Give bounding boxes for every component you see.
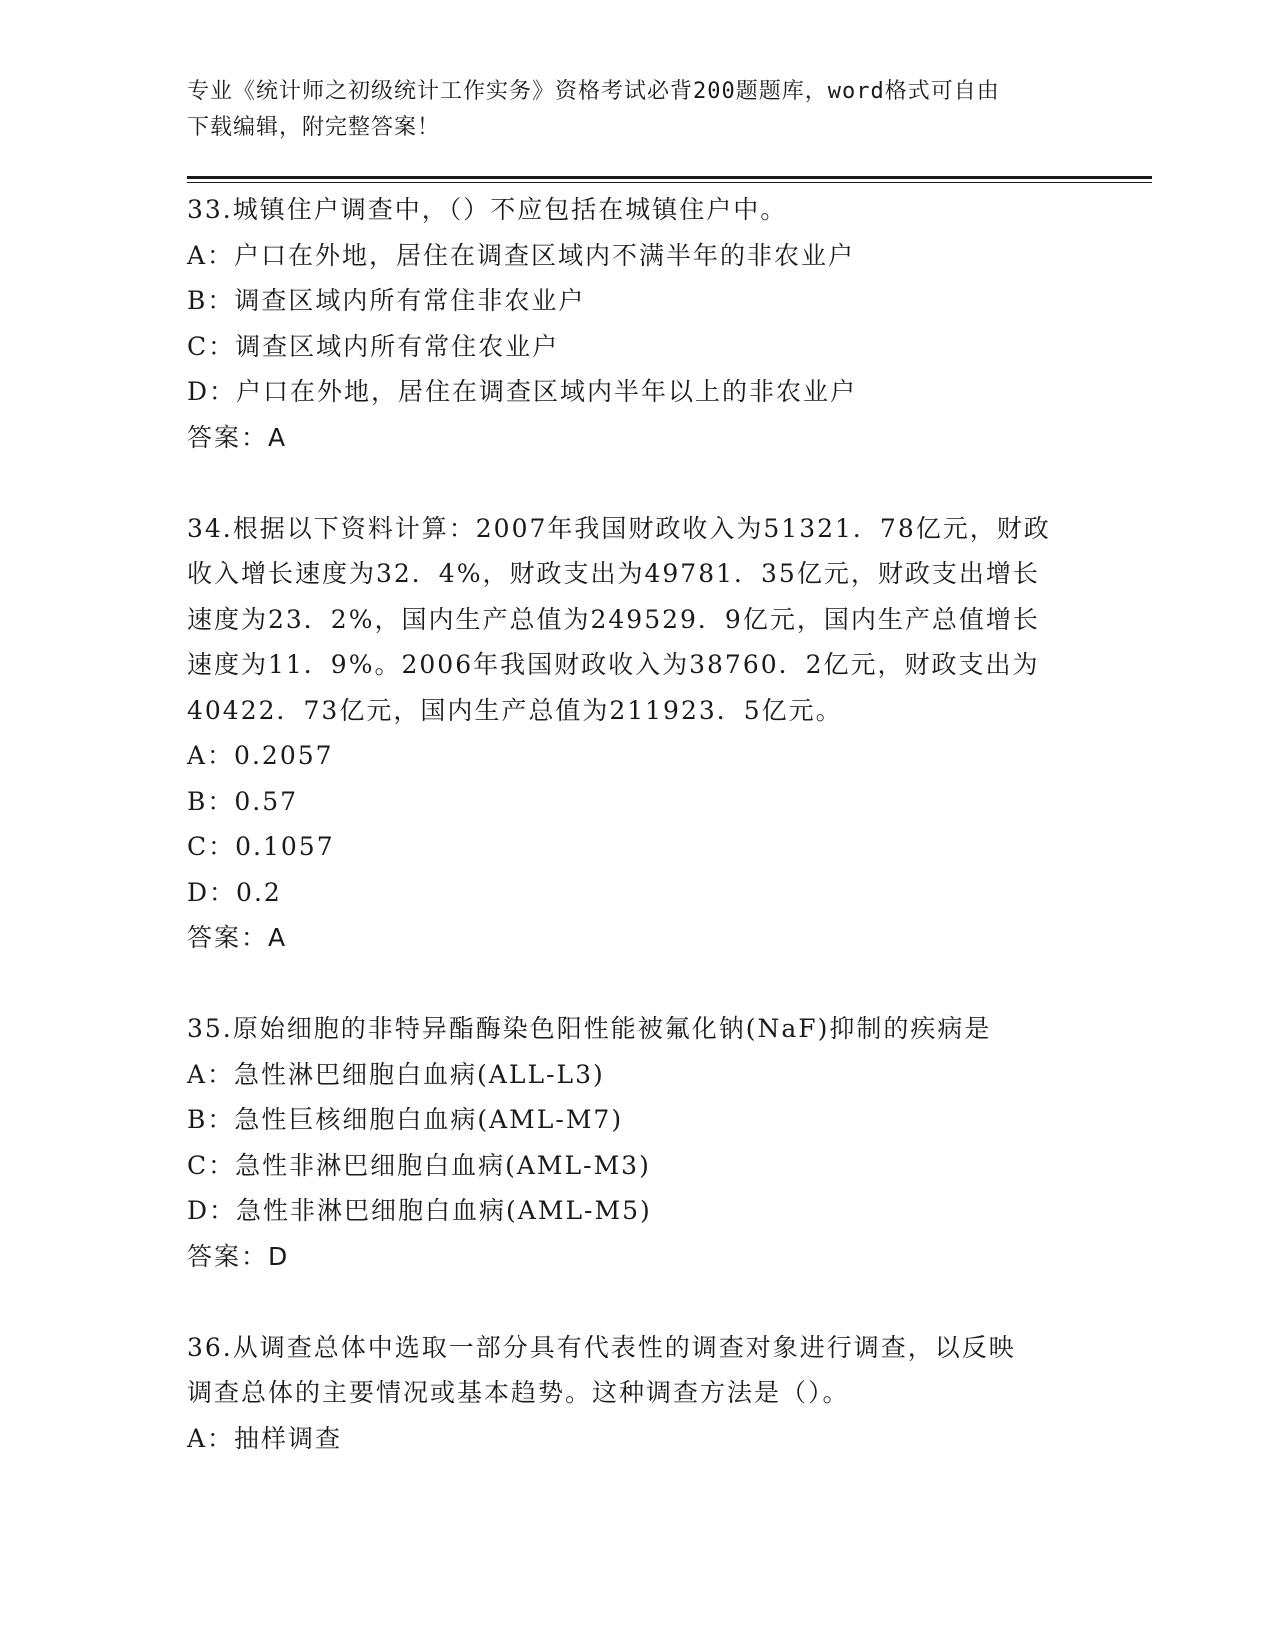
option-d: D：户口在外地，居住在调查区域内半年以上的非农业户	[187, 377, 858, 406]
question-text: 35.原始细胞的非特异酯酶染色阳性能被氟化钠(NaF)抑制的疾病是	[187, 1014, 992, 1043]
question-text: 收入增长速度为32．4%，财政支出为49781．35亿元，财政支出增长	[187, 559, 1040, 588]
option-b: B：调查区域内所有常住非农业户	[187, 286, 586, 315]
header-rule-thin	[187, 182, 1152, 183]
answer: 答案：A	[187, 923, 288, 952]
question-34	[187, 506, 1087, 961]
question-33	[187, 187, 1087, 460]
answer: 答案：D	[187, 1241, 290, 1271]
document-header	[187, 74, 1067, 146]
option-c: C：调查区域内所有常住农业户	[187, 331, 560, 361]
question-text: 34.根据以下资料计算：2007年我国财政收入为51321．78亿元，财政	[187, 513, 1051, 543]
question-text: 40422．73亿元，国内生产总值为211923．5亿元。	[187, 695, 843, 725]
spacer	[187, 460, 1087, 506]
question-text: 速度为11．9%。2006年我国财政收入为38760．2亿元，财政支出为	[187, 650, 1040, 679]
spacer	[187, 1279, 1087, 1325]
question-text: 调查总体的主要情况或基本趋势。这种调查方法是（）。	[187, 1378, 850, 1407]
option-a: A：0.2057	[187, 741, 334, 770]
question-text: 36.从调查总体中选取一部分具有代表性的调查对象进行调查，以反映	[187, 1332, 1016, 1362]
option-a: A：急性淋巴细胞白血病(ALL-L3)	[187, 1059, 605, 1089]
answer: 答案：A	[187, 422, 288, 452]
header-line-2: 下载编辑，附完整答案！	[187, 115, 441, 140]
spacer	[187, 961, 1087, 1007]
option-a: A：抽样调查	[187, 1423, 343, 1453]
option-d: D：0.2	[187, 877, 282, 907]
option-d: D：急性非淋巴细胞白血病(AML-M5)	[187, 1196, 652, 1225]
option-b: B：0.57	[187, 786, 299, 816]
option-b: B：急性巨核细胞白血病(AML-M7)	[187, 1105, 624, 1134]
question-35	[187, 1006, 1087, 1279]
header-rule-thick	[187, 176, 1152, 179]
question-text: 速度为23．2%，国内生产总值为249529．9亿元，国内生产总值增长	[187, 604, 1040, 634]
header-line-1: 专业《统计师之初级统计工作实务》资格考试必背200题题库，word格式可自由	[187, 79, 1000, 104]
option-c: C：急性非淋巴细胞白血病(AML-M3)	[187, 1150, 651, 1180]
question-text: 33.城镇住户调查中，（）不应包括在城镇住户中。	[187, 195, 788, 224]
option-c: C：0.1057	[187, 832, 335, 861]
question-36	[187, 1325, 1087, 1462]
question-list	[187, 187, 1087, 1461]
option-a: A：户口在外地，居住在调查区域内不满半年的非农业户	[187, 240, 856, 270]
